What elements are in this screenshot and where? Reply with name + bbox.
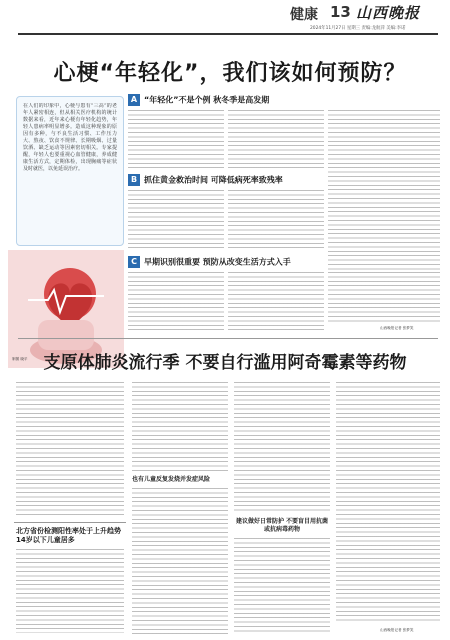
article2-title: 支原体肺炎流行季 不要自行滥用阿奇霉素等药物 [43, 353, 407, 373]
column-right-1 [328, 110, 440, 270]
section-a-col2 [228, 110, 324, 168]
article-divider [18, 338, 438, 339]
section-a-col1 [128, 110, 224, 168]
sidebar-box [14, 522, 126, 635]
header-rule [18, 33, 438, 35]
article-mycoplasma [0, 340, 450, 640]
section-c-letter: C [128, 256, 140, 268]
masthead-logo: 山西晚报 [356, 4, 421, 22]
section-b-col2 [228, 190, 324, 250]
article2-byline: 山西晚报记者 张梦笑 [380, 628, 414, 632]
article2-col2 [132, 382, 228, 472]
section-a-heading: A “年轻化”不是个例 秋冬季是高发期 [128, 94, 338, 106]
lead-text: 在人们的印象中，心梗与患有“三高”的老年人紧密相连，但从相关医疗机构的统计数据来看，近年来心梗有年轻化趋势，年轻人患病率明显增多。造成这种现象的原因有多种，与不良生活习惯、工作压力大、熬夜、饮食不规律、长期吸烟、过量饮酒、缺乏运动等因素密切相关。专家提醒，年轻人也要重视心血管健康，养成健康生活方式，定期体检，出现胸痛等症状及时就医，以免延误治疗。 [23, 103, 117, 172]
page-number: 13 [330, 3, 351, 21]
sidebar-text [16, 549, 124, 633]
lead-box [16, 96, 124, 246]
section-c-col2 [228, 272, 324, 332]
date-line: 2024年11月27日 星期三 责编:龙航萍 美编:李诺 [310, 26, 406, 31]
section-c-col1 [128, 272, 224, 332]
article2-col1 [16, 382, 124, 516]
column-right-2 [328, 272, 440, 324]
article-heart-attack [0, 36, 450, 361]
photo-credit: 制图 晓平 [12, 357, 28, 361]
article1-byline: 山西晚报记者 张梦笑 [380, 326, 414, 330]
sidebar-title: 北方省份检测阳性率处于上升趋势 14岁以下儿童居多 [16, 527, 121, 544]
article2-col4 [336, 382, 440, 622]
section-c-heading: C 早期识别很重要 预防从改变生活方式入手 [128, 256, 328, 268]
article2-col2b [132, 488, 228, 634]
article2-col3 [234, 382, 330, 514]
subhead-1: 也有儿童反复发烧并发症风险 [132, 476, 211, 483]
subhead-2: 建议做好日常防护 不要盲目用抗菌或抗病毒药物 [235, 518, 329, 533]
section-b-col1 [128, 190, 224, 250]
article-title: 心梗“年轻化”，我们该如何预防？ [53, 61, 407, 86]
section-label: 健康 [290, 7, 318, 23]
section-b-heading: B 抓住黄金救治时间 可降低病死率致残率 [128, 174, 328, 186]
article2-col3b [234, 538, 330, 634]
section-a-letter: A [128, 94, 140, 106]
page-header [0, 0, 450, 36]
section-b-letter: B [128, 174, 140, 186]
